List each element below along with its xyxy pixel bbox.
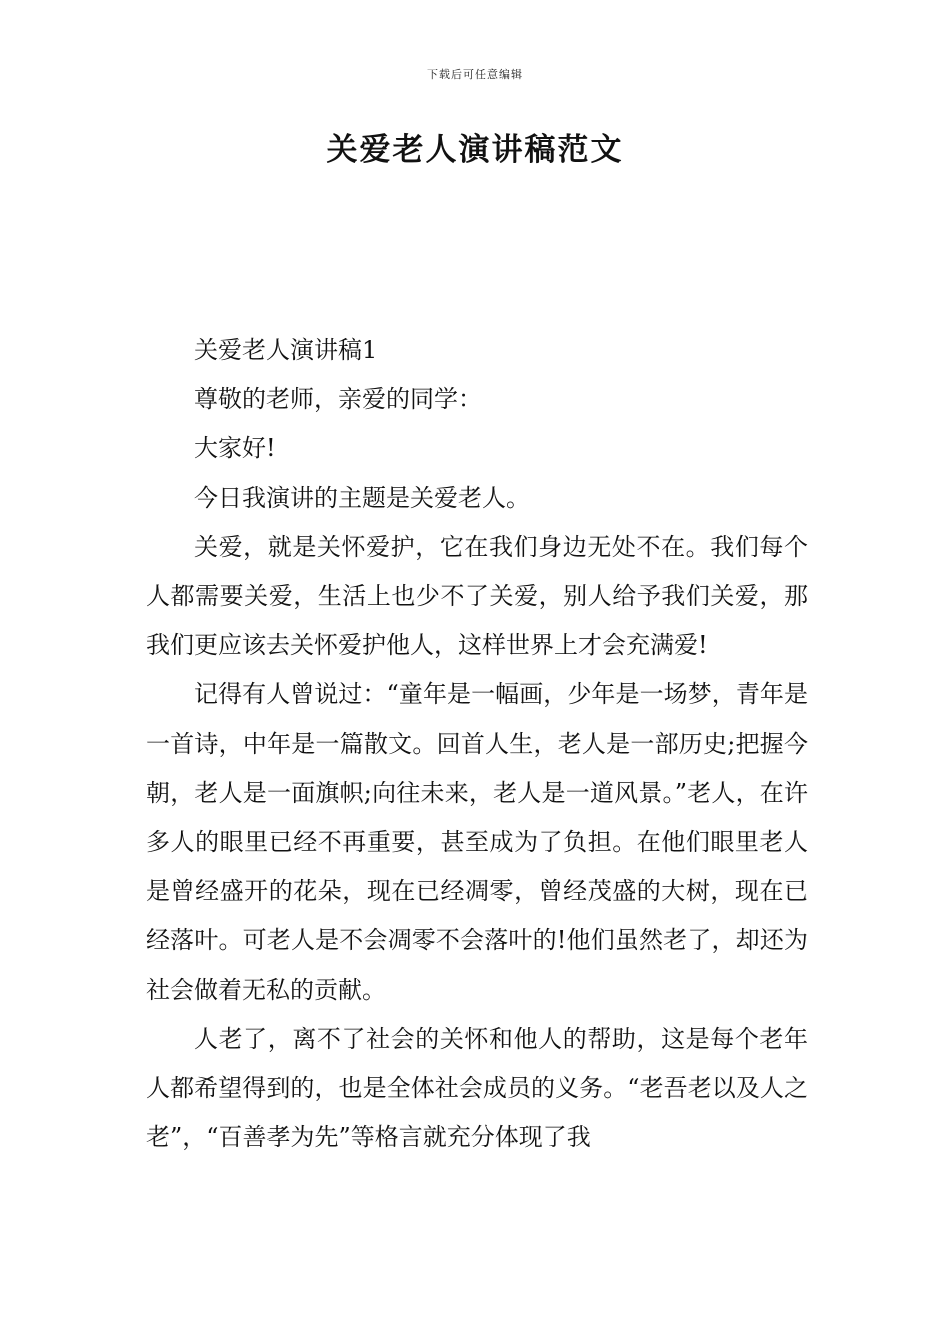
section-heading: 关爱老人演讲稿1 — [194, 336, 378, 364]
header-note: 下载后可任意编辑 — [427, 68, 523, 81]
body-paragraph: 人老了，离不了社会的关怀和他人的帮助，这是每个老年人都希望得到的，也是全体社会成员的义务。“老吾老以及人之老”，“百善孝为先”等格言就充分体现了我 — [146, 1024, 808, 1152]
salutation: 尊敬的老师，亲爱的同学： — [194, 385, 482, 414]
body-paragraph: 关爱，就是关怀爱护，它在我们身边无处不在。我们每个人都需要关爱，生活上也少不了关爱，别人给予我们关爱，那我们更应该去关怀爱护他人，这样世界上才会充满爱! — [146, 532, 808, 660]
greeting: 大家好! — [194, 434, 276, 463]
document-title: 关爱老人演讲稿范文 — [326, 132, 624, 168]
topic-statement: 今日我演讲的主题是关爱老人。 — [194, 483, 530, 512]
document-body — [146, 326, 808, 1162]
body-paragraph: 记得有人曾说过：“童年是一幅画，少年是一场梦，青年是一首诗，中年是一篇散文。回首人生，老人是一部历史;把握今朝，老人是一面旗帜;向往未来，老人是一道风景。”老人，在许多人的眼里已经不再重要，甚至成为了负担。在他们眼里老人是曾经盛开的花朵，现在已经凋零，曾经茂盛的大树，现在已经落叶。可老人是不会凋零不会落叶的!他们虽然老了，却还为社会做着无私的贡献。 — [146, 680, 808, 1004]
